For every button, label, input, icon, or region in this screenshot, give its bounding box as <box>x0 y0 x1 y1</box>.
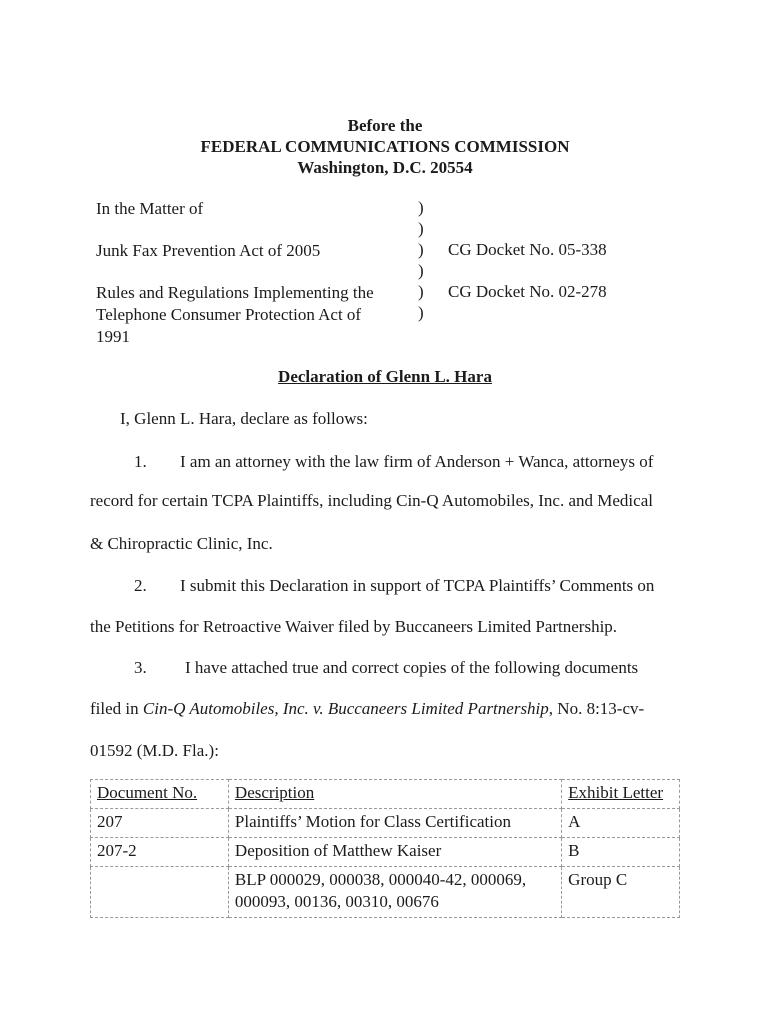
para-3-line-2-pre: filed in <box>90 699 143 718</box>
caption-paren: ) <box>418 240 424 259</box>
para-3-line-3: 01592 (M.D. Fla.): <box>90 741 219 760</box>
docket-number-1: CG Docket No. 05-338 <box>448 240 607 259</box>
para-3-line-2-post: , No. 8:13-cv- <box>548 699 645 718</box>
cell-exhibit: A <box>562 809 680 838</box>
header-exhibit-letter: Exhibit Letter <box>562 780 680 809</box>
header-before-the: Before the <box>347 116 423 135</box>
intro-text: I, Glenn L. Hara, declare as follows: <box>120 409 368 428</box>
case-name: Cin-Q Automobiles, Inc. v. Buccaneers Limited Partnership <box>142 699 549 718</box>
cell-desc: BLP 000029, 000038, 000040-42, 000069, 000093, 00136, 00310, 00676 <box>228 867 561 918</box>
caption-paren: ) <box>418 282 424 301</box>
para-3-line-2 <box>90 698 644 720</box>
header-commission: FEDERAL COMMUNICATIONS COMMISSION <box>200 137 570 156</box>
caption-paren: ) <box>418 198 424 217</box>
table-row <box>91 809 680 838</box>
docket-number-2: CG Docket No. 02-278 <box>448 282 607 301</box>
para-3-line-1: I have attached true and correct copies of the following documents <box>185 658 639 677</box>
para-1-number: 1. <box>134 452 147 471</box>
exhibit-table <box>90 779 680 918</box>
caption-matter: In the Matter of <box>96 199 204 218</box>
cell-doc <box>91 867 229 918</box>
caption-paren: ) <box>418 261 424 280</box>
para-3-number: 3. <box>134 658 147 677</box>
caption-paren: ) <box>418 219 424 238</box>
table-header-row <box>91 780 680 809</box>
para-1-line-2: record for certain TCPA Plaintiffs, including Cin-Q Automobiles, Inc. and Medical <box>90 491 653 510</box>
declaration-title: Declaration of Glenn L. Hara <box>278 367 492 386</box>
para-1-line-1: I am an attorney with the law firm of Anderson + Wanca, attorneys of <box>180 452 654 471</box>
table-row <box>91 867 680 918</box>
cell-doc: 207 <box>91 809 229 838</box>
para-2-number: 2. <box>134 576 147 595</box>
header-location: Washington, D.C. 20554 <box>297 158 473 177</box>
header-document-no: Document No. <box>91 780 229 809</box>
para-2-line-2: the Petitions for Retroactive Waiver filed by Buccaneers Limited Partnership. <box>90 617 618 636</box>
para-2-line-1: I submit this Declaration in support of TCPA Plaintiffs’ Comments on <box>180 576 655 595</box>
cell-exhibit: Group C <box>562 867 680 918</box>
cell-doc: 207-2 <box>91 838 229 867</box>
caption-item-2: Rules and Regulations Implementing the Telephone Consumer Protection Act of 1991 <box>96 283 374 346</box>
table-row <box>91 838 680 867</box>
para-1-line-3: & Chiropractic Clinic, Inc. <box>90 534 273 553</box>
cell-desc: Plaintiffs’ Motion for Class Certification <box>228 809 561 838</box>
caption-item-1: Junk Fax Prevention Act of 2005 <box>96 241 321 260</box>
cell-desc: Deposition of Matthew Kaiser <box>228 838 561 867</box>
header-description: Description <box>228 780 561 809</box>
caption-paren: ) <box>418 303 424 322</box>
cell-exhibit: B <box>562 838 680 867</box>
